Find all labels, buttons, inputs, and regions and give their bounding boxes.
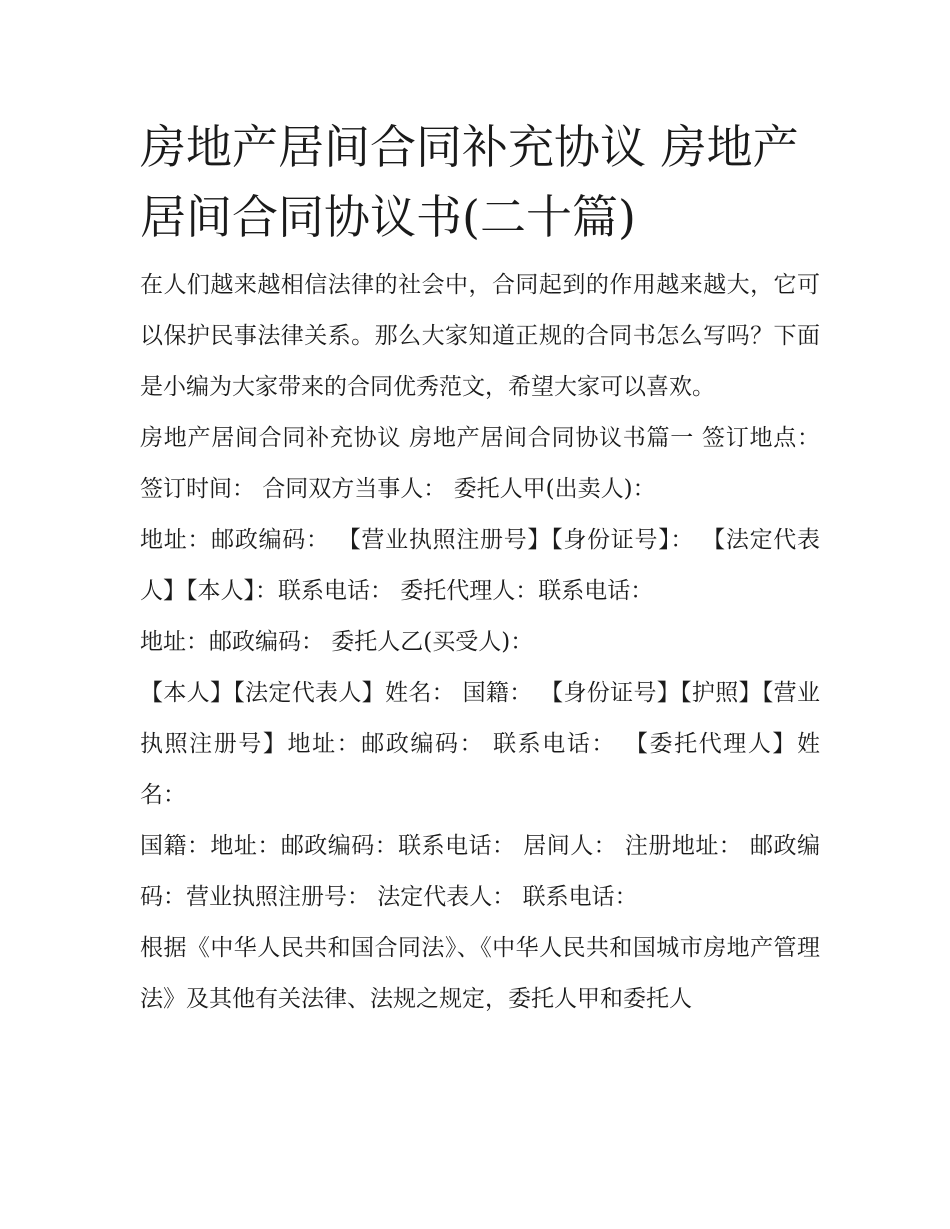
contract-header-paragraph: 房地产居间合同补充协议 房地产居间合同协议书篇一 签订地点： 签订时间： 合同双方当事人： 委托人甲(出卖人)： [140, 425, 820, 502]
intermediary-details-paragraph: 国籍：地址：邮政编码：联系电话： 居间人： 注册地址： 邮政编码：营业执照注册号： 法定代表人： 联系电话： [140, 833, 820, 910]
party-a-details-paragraph: 地址：邮政编码： 【营业执照注册号】【身份证号】： 【法定代表人】【本人】：联系电话： 委托代理人：联系电话： [140, 527, 820, 604]
document-title: 房地产居间合同补充协议 房地产居间合同协议书(二十篇) [140, 120, 799, 244]
party-b-details-paragraph: 【本人】【法定代表人】姓名： 国籍： 【身份证号】【护照】【营业执照注册号】地址：邮政编码： 联系电话： 【委托代理人】姓名： [140, 680, 820, 808]
party-a-address-paragraph: 地址：邮政编码： 委托人乙(买受人)： [140, 629, 534, 655]
legal-basis-paragraph: 根据《中华人民共和国合同法》、《中华人民共和国城市房地产管理法》及其他有关法律、法规之规定，委托人甲和委托人 [140, 935, 820, 1012]
document-body [140, 112, 820, 1025]
intro-paragraph: 在人们越来越相信法律的社会中，合同起到的作用越来越大，它可以保护民事法律关系。那么大家知道正规的合同书怎么写吗？下面是小编为大家带来的合同优秀范文，希望大家可以喜欢。 [140, 272, 820, 400]
